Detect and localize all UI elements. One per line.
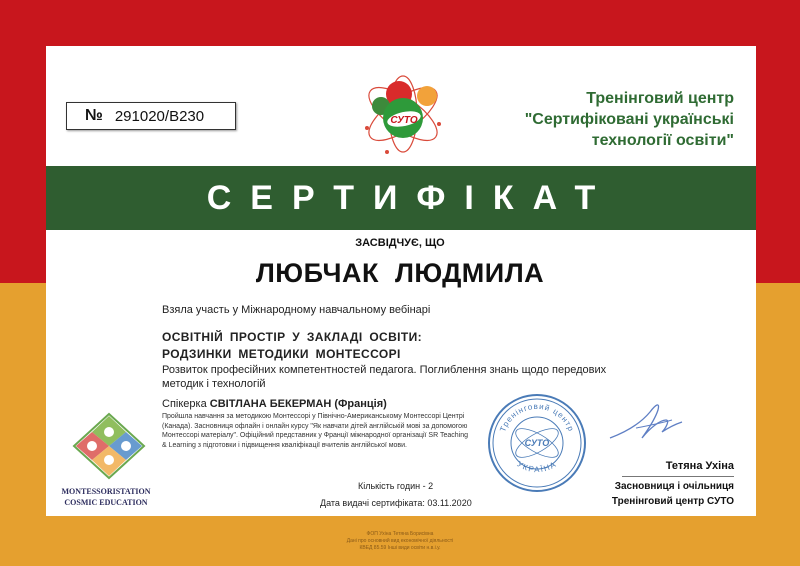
footer-line3: КВЕД 85.59 Інші види освіти н.в.і.у. bbox=[359, 545, 441, 551]
svg-text:УКРАЇНА bbox=[515, 459, 558, 474]
signer-name: Тетяна Ухіна bbox=[665, 460, 734, 472]
webinar-topic-line1: ОСВІТНІЙ ПРОСТІР У ЗАКЛАДІ ОСВІТИ: bbox=[162, 330, 423, 344]
stamp-top-text: Тренінговий центр bbox=[498, 401, 576, 434]
hours-count: Кількість годин - 2 bbox=[358, 481, 434, 491]
title-band bbox=[46, 166, 756, 230]
montessori-line1: MONTESSORISTATION bbox=[61, 487, 151, 496]
confirms-label: ЗАСВІДЧУЄ, ЩО bbox=[355, 237, 445, 249]
logo-text: СУТО bbox=[390, 115, 418, 126]
training-center-title bbox=[525, 88, 734, 151]
certificate-number: 291020/B230 bbox=[114, 107, 205, 125]
speaker-line bbox=[162, 398, 387, 410]
footer-line1: ФОП Ухіна Тетяна Борисівна bbox=[366, 531, 434, 537]
montessori-logo-text bbox=[56, 486, 156, 508]
stamp-center-text: СУТО bbox=[524, 438, 550, 448]
montessori-line2: COSMIC EDUCATION bbox=[64, 498, 148, 507]
signature-icon bbox=[606, 398, 686, 448]
webinar-description: Розвиток професійних компетентностей педагога. Поглиблення знань щодо передових методик і технологій bbox=[162, 364, 607, 390]
official-stamp-icon bbox=[486, 392, 588, 494]
speaker-prefix: Спікерка bbox=[162, 398, 207, 410]
center-title-line1: Тренінговий центр bbox=[586, 90, 734, 107]
number-symbol: № bbox=[85, 107, 103, 124]
footer-line2: Дані про основний вид економічної діяльності bbox=[346, 538, 454, 544]
center-title-line2: "Сертифіковані українські bbox=[524, 111, 734, 128]
signer-role-line2: Тренінговий центр СУТО bbox=[611, 496, 734, 507]
suto-logo-icon bbox=[357, 66, 447, 158]
stamp-bottom-text: УКРАЇНА bbox=[515, 459, 559, 475]
center-title-line3: технології освіти" bbox=[591, 132, 734, 149]
speaker-bio: Пройшла навчання за методикою Монтессорі у Північно-Американському Монтессорі Центрі (Канада). Засновниця офлайн і онлайн курсу "Як навчати дітей англійській мові за допомогою Монтессорі матеріалу". Офіційний представник у Франції міжнародної організації SR Teaching & Learning з підготовки і підвищення кваліфікації вчителів англійської мови. bbox=[162, 413, 468, 449]
montessori-logo-icon bbox=[64, 412, 154, 482]
webinar-topic-line2: РОДЗИНКИ МЕТОДИКИ МОНТЕССОРІ bbox=[162, 347, 401, 361]
certificate-title: СЕРТИФІКАТ bbox=[206, 178, 615, 217]
participation-text: Взяла участь у Міжнародному навчальному вебінарі bbox=[162, 304, 431, 316]
signature-line bbox=[622, 476, 734, 477]
svg-text:Тренінговий центр bbox=[498, 402, 576, 433]
recipient-name: ЛЮБЧАК ЛЮДМИЛА bbox=[255, 258, 545, 288]
signer-role-line1: Засновниця і очільниця bbox=[614, 481, 734, 492]
issue-date: Дата видачі сертифіката: 03.11.2020 bbox=[320, 498, 472, 508]
certificate-number-box bbox=[66, 102, 236, 130]
speaker-name: СВІТЛАНА БЕКЕРМАН (Франція) bbox=[209, 398, 387, 410]
